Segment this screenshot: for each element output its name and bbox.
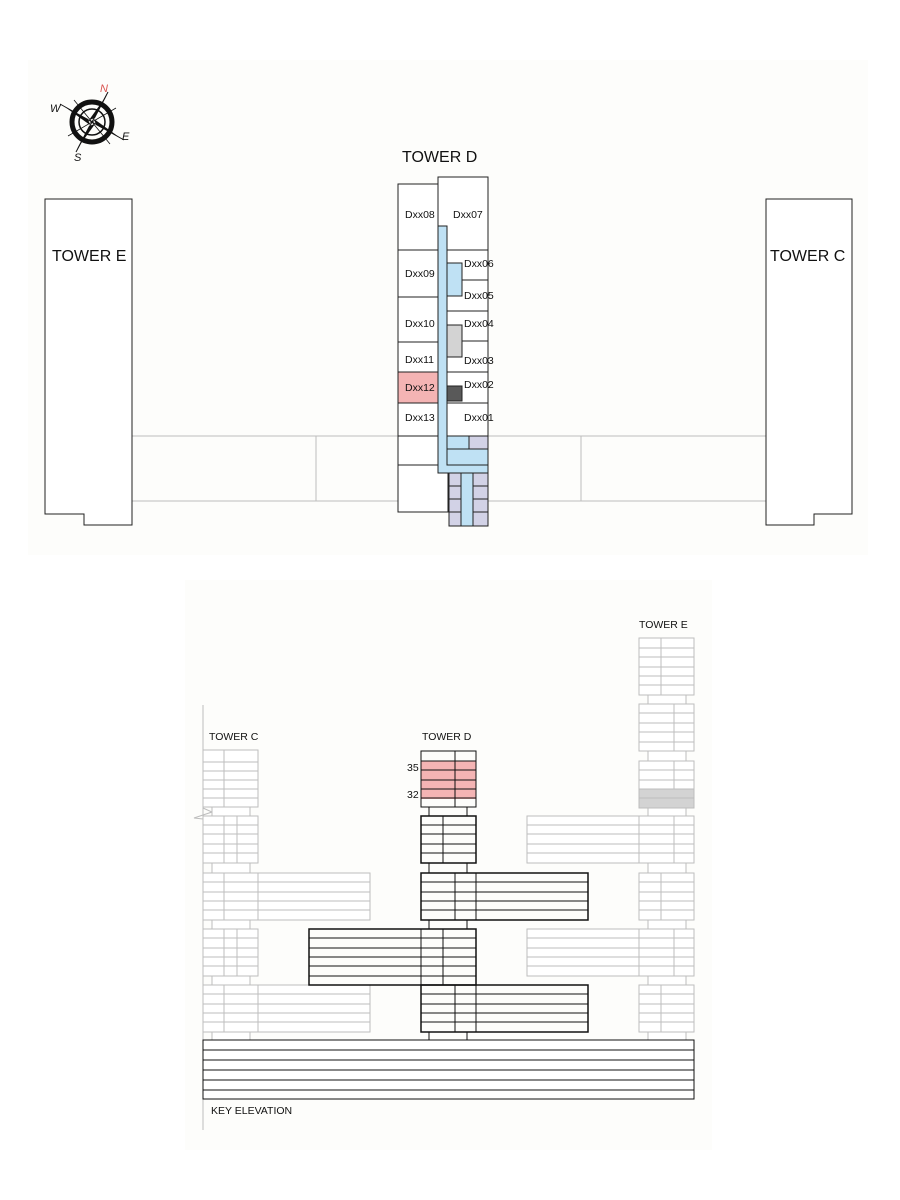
- unit-label-dxx08: Dxx08: [405, 209, 435, 221]
- tower-e-elevation: [527, 638, 694, 1040]
- compass-east-label: E: [122, 131, 130, 143]
- tower-e-label: TOWER E: [52, 248, 127, 265]
- unit-label-dxx11: Dxx11: [405, 354, 434, 366]
- unit-label-dxx13: Dxx13: [405, 412, 435, 424]
- compass-north-label: N: [100, 83, 108, 95]
- tower-d-title: TOWER D: [402, 149, 478, 166]
- podium-base: [203, 1040, 694, 1099]
- elevation-tower-c-label: TOWER C: [209, 731, 259, 743]
- unit-label-dxx05: Dxx05: [464, 290, 494, 302]
- key-elevation: [194, 619, 694, 1130]
- unit-label-dxx09: Dxx09: [405, 268, 435, 280]
- floor-32-label: 32: [407, 789, 419, 801]
- unit-label-dxx04: Dxx04: [464, 318, 494, 330]
- plan-block-a: [398, 436, 438, 465]
- key-elevation-label: KEY ELEVATION: [211, 1105, 293, 1117]
- elevation-tower-e-label: TOWER E: [639, 619, 688, 631]
- unit-label-dxx06: Dxx06: [464, 258, 494, 270]
- tower-c-elevation: [203, 750, 370, 1040]
- tower-c-label: TOWER C: [770, 248, 846, 265]
- grey-shaft: [447, 325, 462, 357]
- dark-shaft: [447, 386, 462, 401]
- unit-label-dxx01: Dxx01: [464, 412, 494, 424]
- service-room: [469, 436, 488, 449]
- elevation-tower-d-label: TOWER D: [422, 731, 472, 743]
- compass-west-label: W: [50, 103, 61, 115]
- unit-label-dxx10: Dxx10: [405, 318, 435, 330]
- unit-label-dxx03: Dxx03: [464, 355, 494, 367]
- unit-label-dxx02: Dxx02: [464, 379, 494, 391]
- site-plan: [45, 149, 852, 526]
- floor-35-label: 35: [407, 762, 419, 774]
- unit-label-dxx12: Dxx12: [405, 382, 435, 394]
- compass-south-label: S: [74, 152, 82, 164]
- unit-label-dxx07: Dxx07: [453, 209, 483, 221]
- compass-icon: [50, 83, 130, 164]
